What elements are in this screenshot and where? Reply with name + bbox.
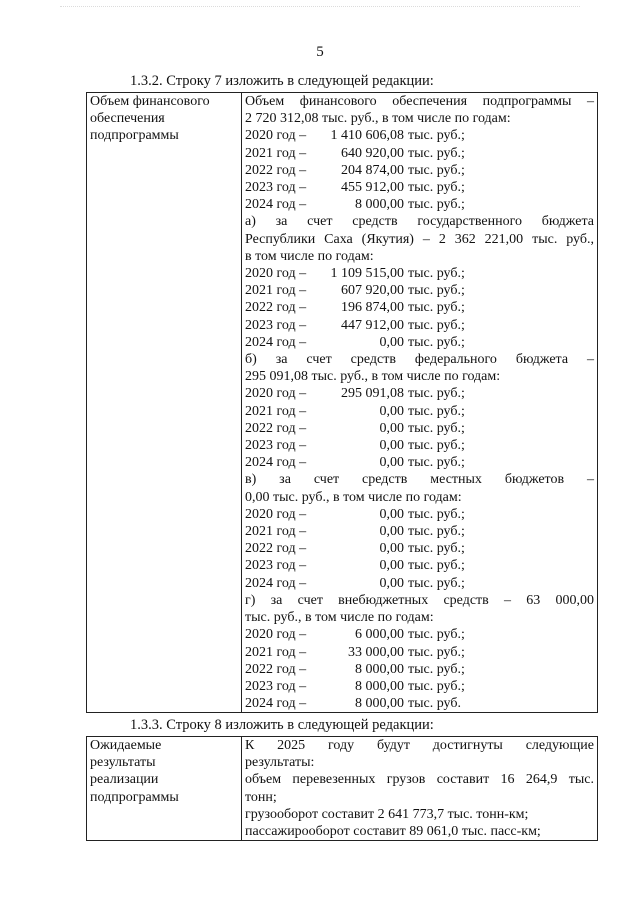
unit-label: тыс. руб.; [408, 403, 465, 419]
amount-value: 640 920,00 [341, 145, 404, 161]
year-label: 2023 год – [245, 438, 307, 454]
year-row [245, 644, 594, 661]
amount-value: 0,00 [379, 558, 404, 574]
amount-value: 0,00 [379, 575, 404, 591]
year-label: 2023 год – [245, 180, 307, 196]
unit-label: тыс. руб.; [408, 317, 465, 333]
unit-label: тыс. руб.; [408, 575, 465, 591]
label-line: результаты [90, 755, 156, 771]
year-label: 2021 год – [245, 403, 307, 419]
year-row [245, 179, 594, 196]
year-row [245, 420, 594, 437]
label-line: обеспечения [90, 111, 165, 127]
year-row [245, 145, 594, 162]
year-row [245, 334, 594, 351]
text-line: пассажирооборот составит 89 061,0 тыс. пасс-км; [245, 824, 541, 840]
amount-value: 0,00 [379, 403, 404, 419]
year-row [245, 196, 594, 213]
unit-label: тыс. руб.; [408, 524, 465, 540]
table-row [87, 737, 598, 841]
unit-label: тыс. руб.; [408, 334, 465, 350]
scan-artifact [60, 6, 580, 9]
year-label: 2021 год – [245, 524, 307, 540]
text-line: результаты: [245, 755, 315, 771]
year-label: 2020 год – [245, 128, 307, 144]
unit-label: тыс. руб.; [408, 455, 465, 471]
amount-value: 8 000,00 [355, 661, 404, 677]
year-row [245, 385, 594, 402]
text-line: объем перевезенных грузов составит 16 264,9 тыс. [245, 772, 594, 788]
year-label: 2022 год – [245, 420, 307, 436]
year-row [245, 506, 594, 523]
year-label: 2024 год – [245, 696, 307, 712]
year-row [245, 575, 594, 592]
year-label: 2022 год – [245, 162, 307, 178]
text-line: 0,00 тыс. руб., в том числе по годам: [245, 489, 462, 505]
unit-label: тыс. руб.; [408, 197, 465, 213]
section-heading-row7: 1.3.2. Строку 7 изложить в следующей редакции: [130, 73, 434, 89]
results-label-cell [87, 737, 242, 841]
unit-label: тыс. руб.; [408, 558, 465, 574]
year-label: 2020 год – [245, 386, 307, 402]
year-label: 2023 год – [245, 317, 307, 333]
year-label: 2021 год – [245, 145, 307, 161]
year-row [245, 695, 594, 712]
year-row [245, 317, 594, 334]
amount-value: 1 410 606,08 [330, 128, 404, 144]
amount-value: 607 920,00 [341, 283, 404, 299]
unit-label: тыс. руб.; [408, 678, 465, 694]
year-label: 2024 год – [245, 575, 307, 591]
year-row [245, 678, 594, 695]
unit-label: тыс. руб.; [408, 661, 465, 677]
unit-label: тыс. руб.; [408, 541, 465, 557]
section-heading-row8: 1.3.3. Строку 8 изложить в следующей редакции: [130, 717, 434, 733]
text-line: тыс. руб., в том числе по годам: [245, 610, 434, 626]
unit-label: тыс. руб.; [408, 644, 465, 660]
amount-value: 447 912,00 [341, 317, 404, 333]
financing-label-cell [87, 93, 242, 713]
amount-value: 1 109 515,00 [330, 266, 404, 282]
year-label: 2024 год – [245, 197, 307, 213]
unit-label: тыс. руб.; [408, 266, 465, 282]
financing-table [86, 92, 598, 713]
unit-label: тыс. руб.; [408, 283, 465, 299]
unit-label: тыс. руб.; [408, 438, 465, 454]
unit-label: тыс. руб.; [408, 128, 465, 144]
amount-value: 0,00 [379, 455, 404, 471]
text-line: К 2025 году будут достигнуты следующие [245, 738, 594, 753]
year-label: 2021 год – [245, 283, 307, 299]
year-row [245, 299, 594, 316]
text-line: в) за счет средств местных бюджетов – [245, 472, 594, 488]
results-table [86, 736, 598, 841]
unit-label: тыс. руб. [408, 696, 461, 712]
text-line: в том числе по годам: [245, 248, 374, 264]
year-row [245, 265, 594, 282]
amount-value: 33 000,00 [348, 644, 404, 660]
label-line: реализации [90, 772, 159, 788]
amount-value: 0,00 [379, 524, 404, 540]
amount-value: 0,00 [379, 334, 404, 350]
unit-label: тыс. руб.; [408, 386, 465, 402]
year-label: 2022 год – [245, 541, 307, 557]
year-row [245, 403, 594, 420]
year-row [245, 127, 594, 144]
year-row [245, 523, 594, 540]
year-label: 2021 год – [245, 644, 307, 660]
amount-value: 6 000,00 [355, 627, 404, 643]
amount-value: 0,00 [379, 438, 404, 454]
year-label: 2023 год – [245, 558, 307, 574]
year-label: 2024 год – [245, 455, 307, 471]
unit-label: тыс. руб.; [408, 420, 465, 436]
year-label: 2022 год – [245, 661, 307, 677]
year-row [245, 162, 594, 179]
amount-value: 0,00 [379, 420, 404, 436]
unit-label: тыс. руб.; [408, 627, 465, 643]
label-line: Объем финансового [90, 94, 210, 109]
unit-label: тыс. руб.; [408, 162, 465, 178]
label-line: подпрограммы [90, 128, 179, 144]
text-line: тонн; [245, 789, 277, 805]
text-line: 295 091,08 тыс. руб., в том числе по годам: [245, 369, 501, 385]
year-label: 2022 год – [245, 300, 307, 316]
amount-value: 204 874,00 [341, 162, 404, 178]
amount-value: 8 000,00 [355, 197, 404, 213]
label-line: подпрограммы [90, 789, 179, 805]
amount-value: 455 912,00 [341, 180, 404, 196]
text-line: б) за счет средств федерального бюджета – [245, 352, 594, 368]
text-line: 2 720 312,08 тыс. руб., в том числе по годам: [245, 111, 511, 127]
year-label: 2020 год – [245, 506, 307, 522]
amount-value: 0,00 [379, 541, 404, 557]
text-line: грузооборот составит 2 641 773,7 тыс. тонн-км; [245, 806, 529, 822]
amount-value: 8 000,00 [355, 696, 404, 712]
year-label: 2023 год – [245, 678, 307, 694]
unit-label: тыс. руб.; [408, 180, 465, 196]
amount-value: 196 874,00 [341, 300, 404, 316]
text-line: а) за счет средств государственного бюджета [245, 214, 594, 230]
table-row [87, 93, 598, 713]
financing-content-cell [242, 93, 598, 713]
amount-value: 8 000,00 [355, 678, 404, 694]
year-row [245, 661, 594, 678]
year-row [245, 557, 594, 574]
text-line: Республики Саха (Якутия) – 2 362 221,00 тыс. руб., [245, 231, 594, 247]
year-label: 2024 год – [245, 334, 307, 350]
results-content-cell [242, 737, 598, 841]
year-label: 2020 год – [245, 627, 307, 643]
year-row [245, 626, 594, 643]
unit-label: тыс. руб.; [408, 145, 465, 161]
text-line: Объем финансового обеспечения подпрограммы – [245, 94, 594, 109]
amount-value: 0,00 [379, 506, 404, 522]
year-row [245, 437, 594, 454]
amount-value: 295 091,08 [341, 386, 404, 402]
year-row [245, 282, 594, 299]
label-line: Ожидаемые [90, 738, 162, 753]
year-row [245, 540, 594, 557]
year-row [245, 454, 594, 471]
text-line: г) за счет внебюджетных средств – 63 000,00 [245, 592, 594, 608]
page-number: 5 [316, 44, 324, 60]
unit-label: тыс. руб.; [408, 300, 465, 316]
year-label: 2020 год – [245, 266, 307, 282]
unit-label: тыс. руб.; [408, 506, 465, 522]
